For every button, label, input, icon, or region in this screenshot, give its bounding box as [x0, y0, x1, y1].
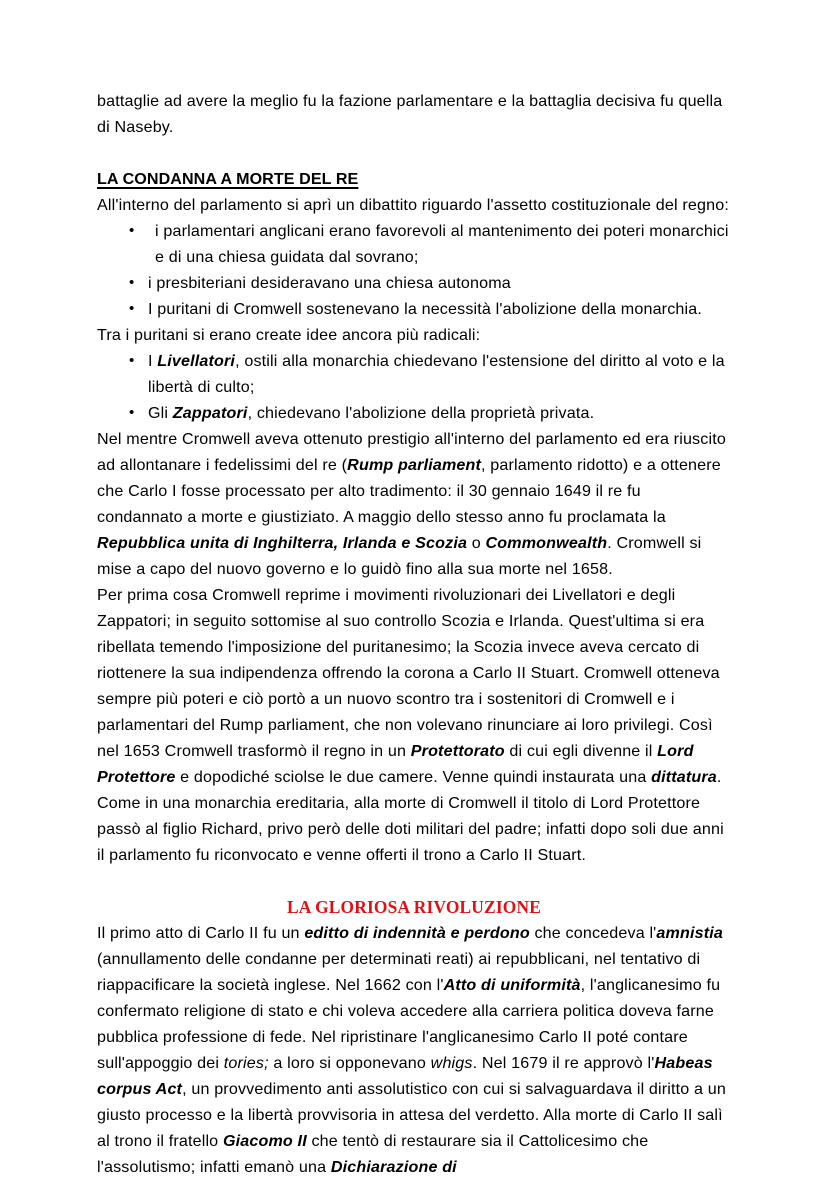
- bullet-livellatori-run-bold-italic-1: Livellatori: [157, 352, 236, 370]
- para-gloriosa-run-text-12: , un provvedimento anti assolutistico con cui si salvaguardava il diritto a un giusto processo e la libertà provvisoria in attesa del verdetto. Alla morte di Carlo II salì al trono il fratello: [97, 1080, 727, 1150]
- para-commonwealth-run-text-4: o: [467, 534, 486, 552]
- para-dibattito-run-text-0: All'interno del parlamento si aprì un dibattito riguardo l'assetto costituzionale del regno:: [97, 196, 729, 214]
- para-gloriosa-run-text-2: che concedeva l': [529, 924, 657, 942]
- bullet-zappatori-run-text-2: , chiedevano l'abolizione della proprietà privata.: [247, 404, 595, 422]
- paragraph-spacer: [97, 140, 731, 166]
- para-gloriosa-run-italic-7: tories;: [223, 1054, 269, 1072]
- para-commonwealth-run-bold-italic-5: Commonwealth: [485, 534, 608, 552]
- paragraph-para-naseby: [97, 88, 731, 140]
- para-commonwealth-run-bold-italic-1: Rump parliament: [347, 456, 482, 474]
- list-item: [97, 296, 731, 322]
- section-heading-text: LA CONDANNA A MORTE DEL RE: [97, 170, 359, 188]
- bullet-presbiteriani-run-text-0: i presbiteriani desideravano una chiesa autonoma: [148, 274, 511, 292]
- list-item: [97, 270, 731, 296]
- para-protettorato-run-bold-italic-1: Protettorato: [410, 742, 505, 760]
- para-commonwealth-run-text-2: , parlamento ridotto) e a ottenere che Carlo I fosse processato per alto tradimento: il 30 gennaio 1649 il re fu condannato a morte e giustiziato. A maggio dello stesso anno fu proclamata la: [97, 456, 721, 526]
- para-naseby-run-text-0: battaglie ad avere la meglio fu la fazione parlamentare e la battaglia decisiva fu quella di Naseby.: [97, 92, 723, 136]
- para-gloriosa-run-bold-italic-1: editto di indennità e perdono: [304, 924, 530, 942]
- bullet-livellatori-run-text-0: I: [148, 352, 158, 370]
- para-protettorato-run-text-0: Per prima cosa Cromwell reprime i movimenti rivoluzionari dei Livellatori e degli Zappatori; in seguito sottomise al suo controllo Scozia e Irlanda. Quest'ultima si era ribellata temendo l'imposizione del puritanesimo; la Scozia invece aveva cercato di riottenere la sua indipendenza offrendo la corona a Carlo II Stuart. Cromwell otteneva sempre più poteri e ciò portò a un nuovo scontro tra i sostenitori di Cromwell e i parlamentari del Rump parliament, che non volevano rinunciare ai loro privilegi. Così nel 1653 Cromwell trasformò il regno in un: [97, 586, 720, 760]
- para-gloriosa-run-text-14: che tentò di restaurare sia il Cattolicesimo che l'assolutismo; infatti emanò una: [97, 1132, 649, 1176]
- paragraph-para-commonwealth: [97, 426, 731, 582]
- paragraph-para-protettorato: [97, 582, 731, 868]
- para-gloriosa-run-bold-italic-3: amnistia: [656, 924, 724, 942]
- bullet-list-list-posizioni: [97, 218, 731, 322]
- paragraph-para-radicali: [97, 322, 731, 348]
- para-commonwealth-run-text-6: . Cromwell si mise a capo del nuovo governo e lo guidò fino alla sua morte nel 1658.: [97, 534, 702, 578]
- para-protettorato-run-text-4: e dopodiché sciolse le due camere. Venne quindi instaurata una: [175, 768, 652, 786]
- para-commonwealth-run-bold-italic-3: Repubblica unita di Inghilterra, Irlanda e Scozia: [97, 534, 468, 552]
- red-section-heading-heading-gloriosa: LA GLORIOSA RIVOLUZIONE: [287, 897, 541, 917]
- para-gloriosa-run-bold-italic-5: Atto di uniformità: [443, 976, 581, 994]
- para-protettorato-run-text-6: . Come in una monarchia ereditaria, alla morte di Cromwell il titolo di Lord Protettore passò al figlio Richard, privo però delle doti militari del padre; infatti dopo soli due anni il parlamento fu riconvocato e venne offerti il trono a Carlo II Stuart.: [97, 768, 724, 864]
- para-gloriosa-run-bold-italic-13: Giacomo II: [222, 1132, 307, 1150]
- para-protettorato-run-text-2: di cui egli divenne il: [504, 742, 658, 760]
- list-item: [97, 348, 731, 400]
- bullet-anglicani-run-text-0: i parlamentari anglicani erano favorevoli al mantenimento dei poteri monarchici e di una chiesa guidata dal sovrano;: [155, 222, 729, 266]
- document-body: [97, 88, 731, 1180]
- para-gloriosa-run-bold-italic-15: Dichiarazione di: [330, 1158, 457, 1176]
- bullet-zappatori-run-text-0: Gli: [148, 404, 173, 422]
- para-radicali-run-text-0: Tra i puritani si erano create idee ancora più radicali:: [97, 326, 481, 344]
- para-gloriosa-run-text-4: (annullamento delle condanne per determinati reati) ai repubblicani, nel tentativo di riappacificare la società inglese. Nel 1662 con l': [97, 950, 701, 994]
- bullet-zappatori-run-bold-italic-1: Zappatori: [172, 404, 248, 422]
- bullet-list-list-radicali: [97, 348, 731, 426]
- para-gloriosa-run-text-6: , l'anglicanesimo fu confermato religione di stato e chi voleva accedere alla carriera politica doveva farne pubblica professione di fede. Nel ripristinare l'anglicanesimo Carlo II poté contare sull'appoggio dei: [97, 976, 721, 1072]
- para-protettorato-run-bold-italic-3: Lord Protettore: [97, 742, 694, 786]
- para-gloriosa-run-italic-9: whigs: [430, 1054, 473, 1072]
- para-gloriosa-run-bold-italic-11: Habeas corpus Act: [97, 1054, 713, 1098]
- bullet-livellatori-run-text-2: , ostili alla monarchia chiedevano l'estensione del diritto al voto e la libertà di culto;: [148, 352, 725, 396]
- paragraph-para-dibattito: [97, 192, 731, 218]
- paragraph-para-gloriosa: [97, 920, 731, 1180]
- bullet-puritani-run-text-0: I puritani di Cromwell sostenevano la necessità l'abolizione della monarchia.: [148, 300, 703, 318]
- para-gloriosa-run-text-8: a loro si opponevano: [268, 1054, 431, 1072]
- para-protettorato-run-bold-italic-5: dittatura: [651, 768, 717, 786]
- list-item: [97, 400, 731, 426]
- para-gloriosa-run-text-10: . Nel 1679 il re approvò l': [472, 1054, 655, 1072]
- section-heading-heading-condanna: [97, 166, 731, 192]
- para-commonwealth-run-text-0: Nel mentre Cromwell aveva ottenuto prestigio all'interno del parlamento ed era riuscito ad allontanare i fedelissimi del re (: [97, 430, 726, 474]
- paragraph-spacer: [97, 868, 731, 894]
- para-gloriosa-run-text-0: Il primo atto di Carlo II fu un: [97, 924, 305, 942]
- list-item: [97, 218, 731, 270]
